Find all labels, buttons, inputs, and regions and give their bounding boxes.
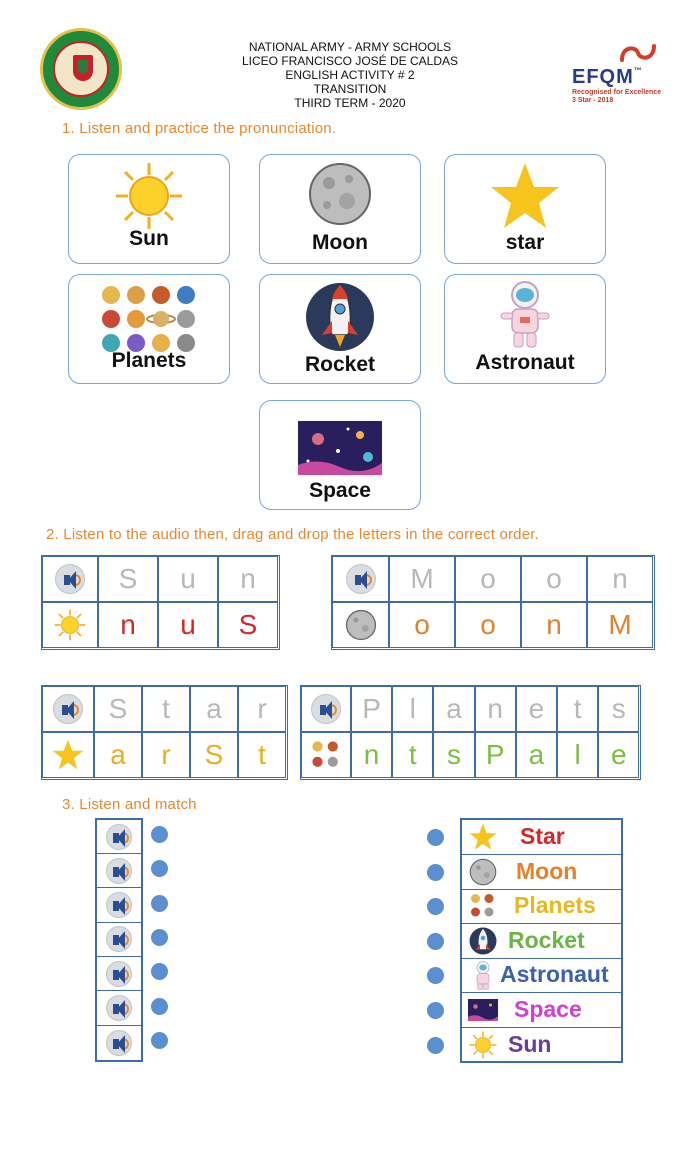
match-dot-right[interactable] [427, 829, 444, 846]
spelling-table [41, 685, 288, 780]
target-letter-slot[interactable]: r [238, 686, 286, 732]
match-dot-right[interactable] [427, 1002, 444, 1019]
card-label: Moon [312, 231, 368, 254]
star-icon [466, 822, 500, 852]
picture-cell [332, 602, 389, 648]
picture-cell [42, 602, 98, 648]
match-word-astronaut[interactable] [462, 958, 621, 993]
picture-cell [301, 732, 351, 778]
speaker-icon[interactable] [106, 824, 132, 850]
astronaut-icon [466, 960, 500, 990]
draggable-letter[interactable]: S [218, 602, 278, 648]
rocket-icon [302, 279, 378, 351]
audio-cell[interactable] [301, 686, 351, 732]
card-sun[interactable] [68, 154, 230, 264]
target-letter-slot[interactable]: n [475, 686, 516, 732]
draggable-letter[interactable]: u [158, 602, 218, 648]
target-letter-slot[interactable]: o [521, 556, 587, 602]
card-label: Rocket [304, 353, 376, 376]
audio-cell[interactable] [97, 957, 141, 991]
speaker-icon[interactable] [55, 564, 85, 594]
audio-cell[interactable] [97, 889, 141, 923]
match-dot-right[interactable] [427, 967, 444, 984]
draggable-letter[interactable]: o [389, 602, 455, 648]
match-word-label: Star [520, 823, 565, 849]
target-letter-slot[interactable]: n [218, 556, 278, 602]
card-label: Planets [111, 349, 187, 372]
speaker-icon[interactable] [106, 858, 132, 884]
speaker-icon[interactable] [106, 926, 132, 952]
draggable-letter[interactable]: a [516, 732, 557, 778]
planets-icon [99, 283, 199, 353]
match-dot-left[interactable] [151, 929, 168, 946]
target-letter-slot[interactable]: S [94, 686, 142, 732]
match-dot-right[interactable] [427, 864, 444, 881]
audio-cell[interactable] [97, 1026, 141, 1060]
header-line: ENGLISH ACTIVITY # 2 [285, 68, 415, 82]
match-word-space[interactable] [462, 993, 621, 1028]
draggable-letter[interactable]: a [94, 732, 142, 778]
match-word-star[interactable] [462, 820, 621, 855]
section-2-title: 2. Listen to the audio then, drag and drop the letters in the correct order. [46, 526, 540, 543]
draggable-letter[interactable]: t [238, 732, 286, 778]
efqm-word: EFQM™ [572, 66, 643, 88]
speaker-icon[interactable] [311, 694, 341, 724]
match-word-label: Sun [508, 1030, 552, 1057]
picture-cell [42, 732, 94, 778]
card-astronaut[interactable] [444, 274, 606, 384]
speaker-icon[interactable] [106, 995, 132, 1021]
header-line: LICEO FRANCISCO JOSÉ DE CALDAS [241, 54, 459, 68]
target-letter-slot[interactable]: l [392, 686, 433, 732]
card-label: Sun [129, 227, 169, 250]
match-dot-left[interactable] [151, 1032, 168, 1049]
speaker-icon[interactable] [346, 564, 376, 594]
planets-icon [466, 891, 500, 921]
target-letter-slot[interactable]: a [190, 686, 238, 732]
card-label: star [505, 231, 545, 254]
efqm-logo [568, 40, 678, 104]
star-icon [51, 738, 85, 772]
audio-column [95, 818, 143, 1062]
match-word-label: Astronaut [500, 961, 609, 988]
astronaut-icon [495, 279, 555, 351]
draggable-letter[interactable]: o [455, 602, 521, 648]
card-rocket[interactable] [259, 274, 421, 384]
match-dot-right[interactable] [427, 898, 444, 915]
card-label: Astronaut [475, 351, 575, 374]
moon-icon [344, 608, 378, 642]
target-letter-slot[interactable]: t [557, 686, 598, 732]
match-word-label: Space [514, 996, 582, 1022]
match-dot-left[interactable] [151, 826, 168, 843]
section-3-title: 3. Listen and match [62, 796, 197, 813]
target-letter-slot[interactable]: t [142, 686, 190, 732]
draggable-letter[interactable]: n [521, 602, 587, 648]
card-star[interactable] [444, 154, 606, 264]
match-dot-left[interactable] [151, 860, 168, 877]
sun-icon [114, 161, 184, 231]
audio-cell[interactable] [332, 556, 389, 602]
audio-cell[interactable] [97, 820, 141, 854]
card-label: Space [309, 479, 371, 502]
section-1-title: 1. Listen and practice the pronunciation. [62, 120, 337, 137]
efqm-mark-icon [618, 40, 658, 66]
speaker-icon[interactable] [106, 892, 132, 918]
draggable-letter[interactable]: e [598, 732, 639, 778]
draggable-letter[interactable]: P [475, 732, 516, 778]
audio-cell[interactable] [42, 686, 94, 732]
audio-cell[interactable] [97, 923, 141, 957]
draggable-letter[interactable]: t [392, 732, 433, 778]
match-dot-left[interactable] [151, 895, 168, 912]
target-letter-slot[interactable]: M [389, 556, 455, 602]
draggable-letter[interactable]: l [557, 732, 598, 778]
spelling-table [331, 555, 655, 650]
match-dot-right[interactable] [427, 933, 444, 950]
draggable-letter[interactable]: n [351, 732, 392, 778]
target-letter-slot[interactable]: s [598, 686, 639, 732]
header-line: THIRD TERM - 2020 [294, 96, 406, 110]
sun-icon [53, 608, 87, 642]
match-word-label: Moon [516, 857, 578, 884]
speaker-icon[interactable] [53, 694, 83, 724]
moon-icon [307, 161, 373, 227]
document-header [200, 40, 500, 110]
draggable-letter[interactable]: s [433, 732, 474, 778]
header-line: NATIONAL ARMY - ARMY SCHOOLS [248, 40, 452, 54]
match-word-label: Planets [514, 892, 596, 919]
space-icon [466, 995, 500, 1025]
card-moon[interactable] [259, 154, 421, 264]
word-column [460, 818, 623, 1063]
header-line: TRANSITION [313, 82, 387, 96]
planets-icon [309, 738, 343, 772]
card-space[interactable] [259, 400, 421, 510]
school-crest-logo [40, 28, 122, 110]
target-letter-slot[interactable]: o [455, 556, 521, 602]
moon-icon [466, 857, 500, 887]
audio-cell[interactable] [97, 992, 141, 1026]
target-letter-slot[interactable]: u [158, 556, 218, 602]
spelling-table [41, 555, 280, 650]
match-word-planets[interactable] [462, 889, 621, 924]
draggable-letter[interactable]: n [98, 602, 158, 648]
draggable-letter[interactable]: M [587, 602, 653, 648]
audio-cell[interactable] [97, 854, 141, 888]
audio-cell[interactable] [42, 556, 98, 602]
match-word-rocket[interactable] [462, 924, 621, 959]
target-letter-slot[interactable]: S [98, 556, 158, 602]
spelling-table [300, 685, 641, 780]
target-letter-slot[interactable]: P [351, 686, 392, 732]
card-planets[interactable] [68, 274, 230, 384]
efqm-subtitle: Recognised for Excellence 3 Star - 2018 [572, 89, 662, 104]
match-word-label: Rocket [508, 926, 585, 953]
match-word-moon[interactable] [462, 855, 621, 890]
match-dot-right[interactable] [427, 1037, 444, 1054]
match-word-sun[interactable] [462, 1028, 621, 1063]
sun-icon [466, 1030, 500, 1060]
draggable-letter[interactable]: r [142, 732, 190, 778]
target-letter-slot[interactable]: e [516, 686, 557, 732]
rocket-icon [466, 926, 500, 956]
speaker-icon[interactable] [106, 1030, 132, 1056]
speaker-icon[interactable] [106, 961, 132, 987]
match-dot-left[interactable] [151, 998, 168, 1015]
match-dot-left[interactable] [151, 963, 168, 980]
target-letter-slot[interactable]: n [587, 556, 653, 602]
star-icon [489, 161, 561, 231]
space-icon [298, 421, 382, 475]
target-letter-slot[interactable]: a [433, 686, 474, 732]
draggable-letter[interactable]: S [190, 732, 238, 778]
